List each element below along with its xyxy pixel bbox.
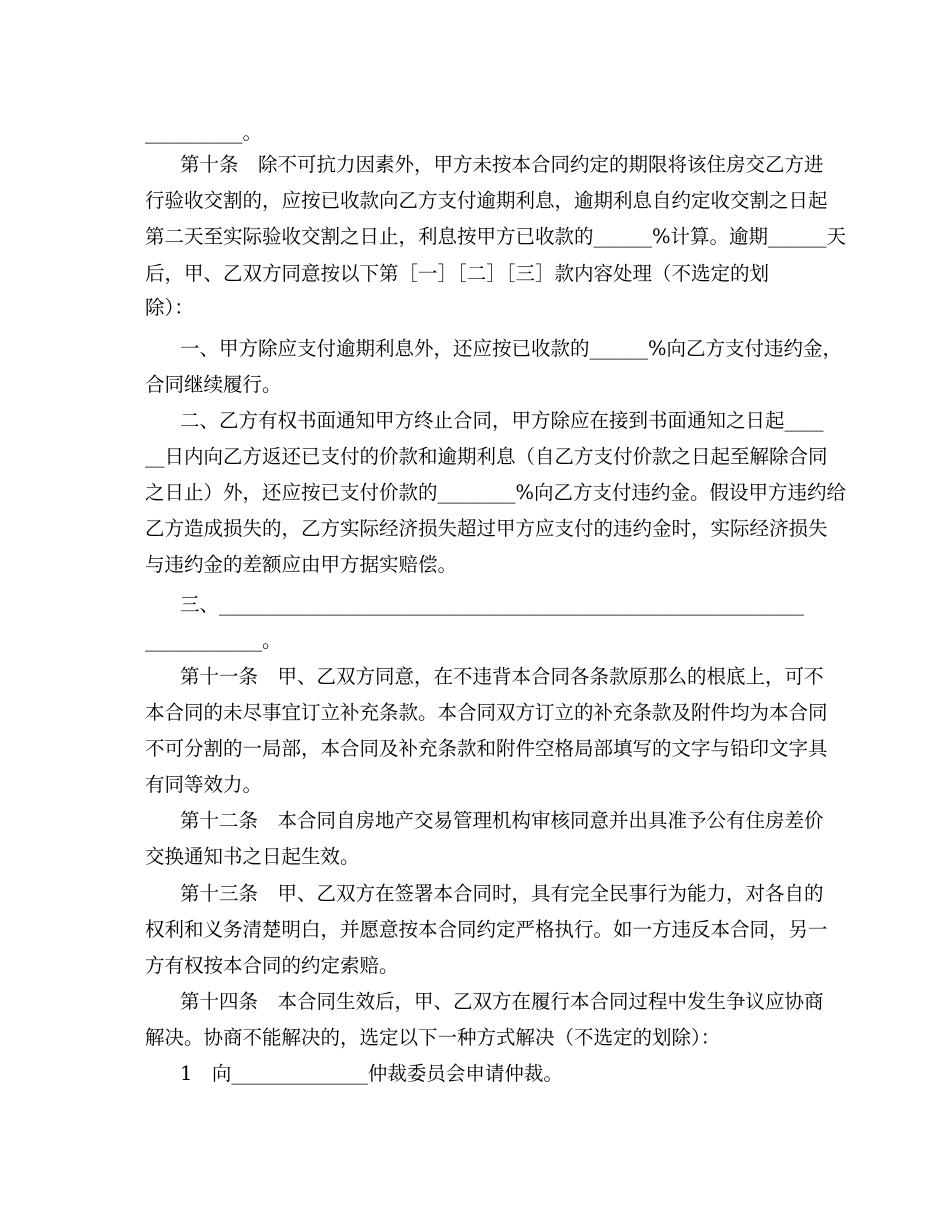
text-line: 方有权按本合同的约定索赔。 — [145, 954, 399, 977]
text-line: ____________。 — [145, 629, 282, 652]
text-line: 合同继续履行。 — [145, 373, 282, 396]
text-line: 本合同的未尽事宜订立补充条款。本合同双方订立的补充条款及附件均为本合同 — [145, 701, 828, 724]
text-line: 权利和义务清楚明白，并愿意按本合同约定严格执行。如一方违反本合同，另一 — [145, 918, 828, 941]
text-line: 有同等效力。 — [145, 773, 263, 796]
text-line: 与违约金的差额应由甲方据实赔偿。 — [145, 553, 458, 576]
text-line: 第十一条 甲、乙双方同意，在不违背本合同各条款原那么的根底上，可不 — [180, 665, 824, 688]
text-line: 不可分割的一局部，本合同及补充条款和附件空格局部填写的文字与铅印文字具 — [145, 737, 828, 760]
text-line: 除）： — [145, 296, 194, 319]
text-line: 一、甲方除应支付逾期利息外，还应按已收款的______%向乙方支付违约金， — [180, 337, 843, 360]
text-line: 第十二条 本合同自房地产交易管理机构审核同意并出具准予公有住房差价 — [180, 809, 824, 832]
text-line: __日内向乙方返还已支付的价款和逾期利息（自乙方支付价款之日起至解除合同 — [145, 445, 828, 468]
text-line: 第十三条 甲、乙双方在签署本合同时，具有完全民事行为能力，对各自的 — [180, 882, 824, 905]
text-line: 第十条 除不可抗力因素外，甲方未按本合同约定的期限将该住房交乙方进 — [180, 153, 824, 176]
text-line: 后，甲、乙双方同意按以下第［一］［二］［三］款内容处理（不选定的划 — [145, 262, 770, 285]
text-line: 乙方造成损失的，乙方实际经济损失超过甲方应支付的违约金时，实际经济损失 — [145, 517, 828, 540]
text-line: 第二天至实际验收交割之日止，利息按甲方已收款的______%计算。逾期______天 — [145, 225, 847, 248]
text-line: 解决。协商不能解决的，选定以下一种方式解决（不选定的划除）： — [145, 1026, 721, 1049]
text-line: 行验收交割的，应按已收款向乙方支付逾期利息，逾期利息自约定收交割之日起 — [145, 189, 828, 212]
text-line: 1 向______________仲裁委员会申请仲裁。 — [180, 1062, 563, 1085]
text-line: __________。 — [145, 121, 263, 144]
text-line: 三、____________________________________________________________ — [180, 593, 804, 616]
text-line: 交换通知书之日起生效。 — [145, 845, 360, 868]
text-line: 二、乙方有权书面通知甲方终止合同，甲方除应在接到书面通知之日起____ — [180, 409, 824, 432]
text-line: 第十四条 本合同生效后，甲、乙双方在履行本合同过程中发生争议应协商 — [180, 990, 824, 1013]
text-line: 之日止）外，还应按已支付价款的________%向乙方支付违约金。假设甲方违约给 — [145, 481, 847, 504]
